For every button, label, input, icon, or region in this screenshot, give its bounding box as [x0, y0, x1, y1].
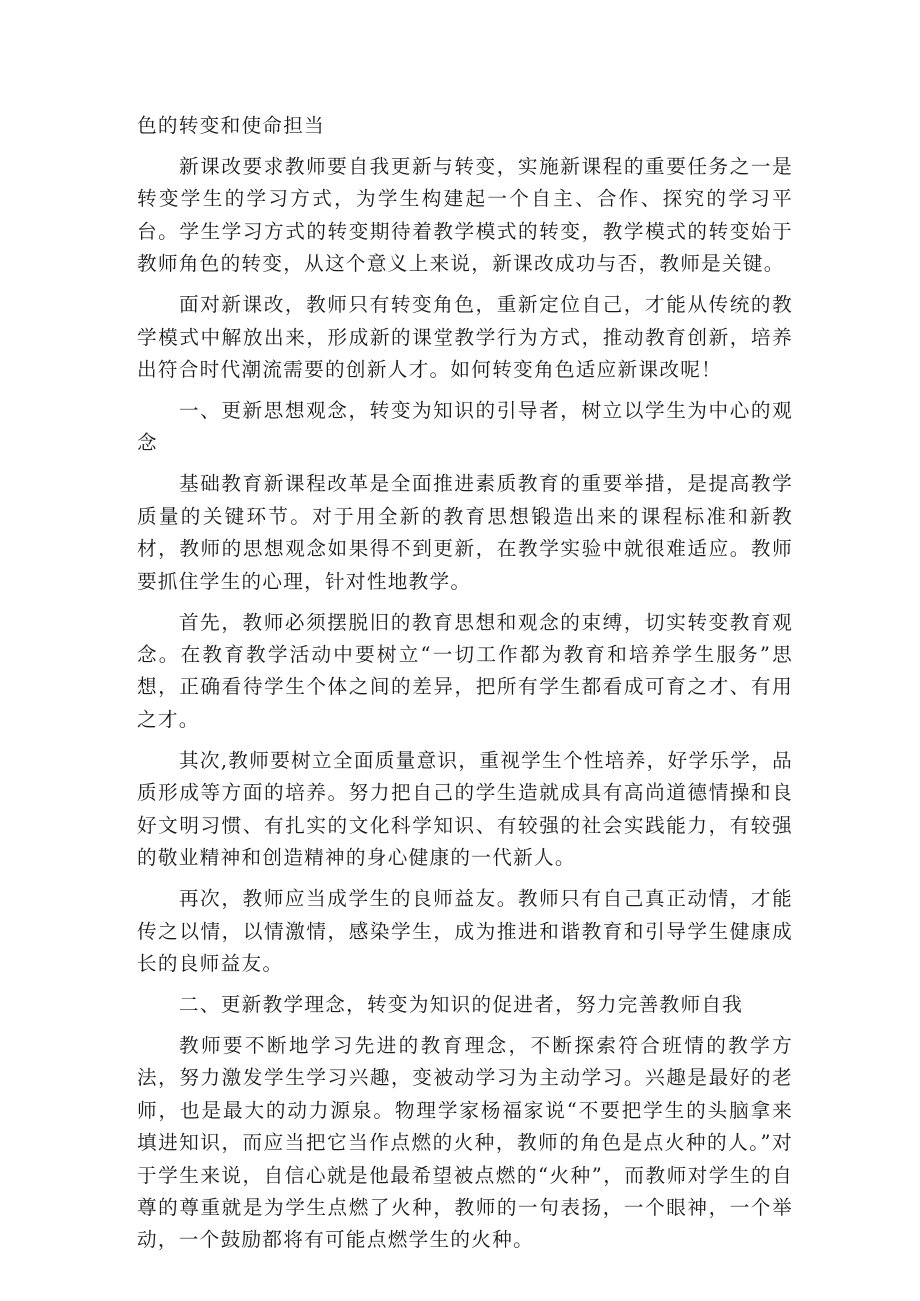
paragraph-continuation: 色的转变和使命担当	[137, 114, 326, 137]
paragraph-second: 其次,教师要树立全面质量意识，重视学生个性培养，好学乐学，品质形成等方面的培养。努力把自己的学生造就成具有高尚道德情操和良好文明习惯、有扎实的文化科学知识、有较强的社会实践能力，有较强的敬业精神和创造精神的身心健康的一代新人。	[137, 748, 793, 870]
paragraph-teaching-concepts: 教师要不断地学习先进的教育理念，不断探索符合班情的教学方法，努力激发学生学习兴趣，变被动学习为主动学习。兴趣是最好的老师，也是最大的动力源泉。物理学家杨福家说“不要把学生的头脑拿来填进知识，而应当把它当作点燃的火种，教师的角色是点火种的人。”对于学生来说，自信心就是他最希望被点燃的“火种”，而教师对学生的自尊的尊重就是为学生点燃了火种，教师的一句表扬，一个眼神，一个举动，一个鼓励都将有可能点燃学生的火种。	[137, 1033, 793, 1252]
paragraph-third: 再次，教师应当成学生的良师益友。教师只有自己真正动情，才能传之以情，以情激情，感染学生，成为推进和谐教育和引导学生健康成长的良师益友。	[137, 887, 793, 975]
section-heading-1: 一、更新思想观念，转变为知识的引导者，树立以学生为中心的观念	[137, 399, 793, 455]
paragraph-facing-reform: 面对新课改，教师只有转变角色，重新定位自己，才能从传统的教学模式中解放出来，形成新的课堂教学行为方式，推动教育创新，培养出符合时代潮流需要的创新人才。如何转变角色适应新课改呢！	[137, 293, 793, 382]
paragraph-first: 首先，教师必须摆脱旧的教育思想和观念的束缚，切实转变教育观念。在教育教学活动中要树立“一切工作都为教育和培养学生服务”思想，正确看待学生个体之间的差异，把所有学生都看成可育之才、有用之才。	[137, 610, 793, 731]
section-heading-2: 二、更新教学理念，转变为知识的促进者，努力完善教师自我	[179, 992, 744, 1016]
paragraph-basic-education: 基础教育新课程改革是全面推进素质教育的重要举措，是提高教学质量的关键环节。对于用全新的教育思想锻造出来的课程标准和新教材，教师的思想观念如果得不到更新，在教学实验中就很难适应。教师要抓住学生的心理，针对性地教学。	[137, 472, 793, 593]
document-body	[137, 110, 793, 1265]
paragraph-new-curriculum: 新课改要求教师要自我更新与转变，实施新课程的重要任务之一是转变学生的学习方式，为学生构建起一个自主、合作、探究的学习平台。学生学习方式的转变期待着教学模式的转变，教学模式的转变始于教师角色的转变，从这个意义上来说，新课改成功与否，教师是关键。	[137, 155, 793, 276]
